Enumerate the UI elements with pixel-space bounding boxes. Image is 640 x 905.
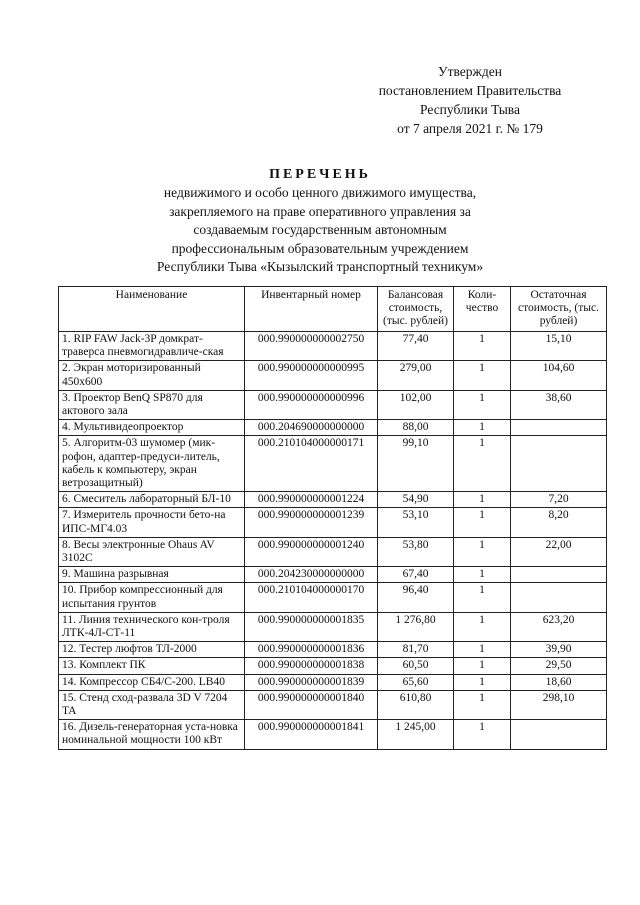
row-name: 2. Экран моторизированный 450х600 bbox=[59, 361, 245, 390]
row-residual: 38,60 bbox=[511, 390, 607, 419]
table-row bbox=[59, 567, 607, 583]
row-name: 5. Алгоритм-03 шумомер (мик-рофон, адаптер-предуси-литель, кабель к компьютеру, экран ветрозащитный) bbox=[59, 436, 245, 492]
table-row bbox=[59, 612, 607, 641]
row-balance: 60,50 bbox=[378, 658, 454, 674]
row-inventory: 000.990000000001839 bbox=[245, 674, 378, 690]
approval-line: Утвержден bbox=[438, 64, 502, 79]
row-residual: 298,10 bbox=[511, 690, 607, 719]
row-name: 16. Дизель-генераторная уста-новка номинальной мощности 100 кВт bbox=[59, 720, 245, 749]
row-qty: 1 bbox=[454, 658, 511, 674]
row-inventory: 000.210104000000171 bbox=[245, 436, 378, 492]
row-residual: 104,60 bbox=[511, 361, 607, 390]
row-inventory: 000.204230000000000 bbox=[245, 567, 378, 583]
row-inventory: 000.990000000001835 bbox=[245, 612, 378, 641]
table-row bbox=[59, 537, 607, 566]
row-name: 11. Линия технического кон-троля ЛТК-4Л-СТ-11 bbox=[59, 612, 245, 641]
table-row bbox=[59, 674, 607, 690]
row-qty: 1 bbox=[454, 390, 511, 419]
row-qty: 1 bbox=[454, 583, 511, 612]
row-name: 10. Прибор компрессионный для испытания грунтов bbox=[59, 583, 245, 612]
row-qty: 1 bbox=[454, 537, 511, 566]
row-qty: 1 bbox=[454, 332, 511, 361]
table-row bbox=[59, 690, 607, 719]
row-inventory: 000.990000000002750 bbox=[245, 332, 378, 361]
row-inventory: 000.990000000001840 bbox=[245, 690, 378, 719]
table-row bbox=[59, 390, 607, 419]
header-qty: Коли-чество bbox=[454, 287, 511, 332]
row-residual bbox=[511, 567, 607, 583]
row-balance: 81,70 bbox=[378, 642, 454, 658]
subtitle-line: закрепляемого на праве оперативного управления за bbox=[169, 203, 471, 219]
row-qty: 1 bbox=[454, 361, 511, 390]
row-name: 13. Комплект ПК bbox=[59, 658, 245, 674]
table-row bbox=[59, 436, 607, 492]
row-residual: 29,50 bbox=[511, 658, 607, 674]
row-qty: 1 bbox=[454, 436, 511, 492]
row-balance: 1 245,00 bbox=[378, 720, 454, 749]
row-name: 3. Проектор BenQ SP870 для актового зала bbox=[59, 390, 245, 419]
row-name: 15. Стенд сход-развала 3D V 7204 TA bbox=[59, 690, 245, 719]
approval-date: от 7 апреля 2021 г. № 179 bbox=[397, 121, 543, 136]
row-residual: 22,00 bbox=[511, 537, 607, 566]
row-inventory: 000.204690000000000 bbox=[245, 420, 378, 436]
approval-block bbox=[350, 62, 590, 138]
table-row bbox=[59, 583, 607, 612]
row-qty: 1 bbox=[454, 690, 511, 719]
row-balance: 96,40 bbox=[378, 583, 454, 612]
table-row bbox=[59, 658, 607, 674]
subtitle-line: создаваемым государственным автономным bbox=[193, 222, 447, 237]
table-row bbox=[59, 492, 607, 508]
document-subtitle bbox=[60, 184, 580, 277]
approval-line: Республики Тыва bbox=[420, 102, 520, 117]
approval-line: постановлением Правительства bbox=[378, 83, 562, 98]
row-qty: 1 bbox=[454, 420, 511, 436]
row-residual: 623,20 bbox=[511, 612, 607, 641]
row-inventory: 000.990000000001240 bbox=[245, 537, 378, 566]
row-inventory: 000.990000000001224 bbox=[245, 492, 378, 508]
row-name: 9. Машина разрывная bbox=[59, 567, 245, 583]
table-row bbox=[59, 720, 607, 749]
row-name: 12. Тестер люфтов ТЛ-2000 bbox=[59, 642, 245, 658]
row-residual: 39,90 bbox=[511, 642, 607, 658]
row-balance: 279,00 bbox=[378, 361, 454, 390]
row-name: 4. Мультивидеопроектор bbox=[59, 420, 245, 436]
row-inventory: 000.990000000000996 bbox=[245, 390, 378, 419]
row-balance: 88,00 bbox=[378, 420, 454, 436]
row-balance: 53,10 bbox=[378, 508, 454, 537]
document-title: ПЕРЕЧЕНЬ bbox=[269, 167, 371, 182]
row-residual: 7,20 bbox=[511, 492, 607, 508]
row-residual bbox=[511, 436, 607, 492]
row-name: 8. Весы электронные Ohaus AV 3102C bbox=[59, 537, 245, 566]
table-row bbox=[59, 508, 607, 537]
row-balance: 67,40 bbox=[378, 567, 454, 583]
table-row bbox=[59, 361, 607, 390]
row-name: 14. Компрессор СБ4/С-200. LB40 bbox=[59, 674, 245, 690]
row-qty: 1 bbox=[454, 492, 511, 508]
table-header-row bbox=[59, 287, 607, 332]
header-inventory: Инвентарный номер bbox=[245, 287, 378, 332]
row-qty: 1 bbox=[454, 674, 511, 690]
row-balance: 102,00 bbox=[378, 390, 454, 419]
table-row bbox=[59, 332, 607, 361]
row-balance: 65,60 bbox=[378, 674, 454, 690]
row-residual: 15,10 bbox=[511, 332, 607, 361]
row-inventory: 000.210104000000170 bbox=[245, 583, 378, 612]
property-table bbox=[58, 286, 607, 750]
row-qty: 1 bbox=[454, 508, 511, 537]
row-residual bbox=[511, 583, 607, 612]
row-balance: 54,90 bbox=[378, 492, 454, 508]
row-balance: 1 276,80 bbox=[378, 612, 454, 641]
row-residual: 8,20 bbox=[511, 508, 607, 537]
table-body bbox=[59, 332, 607, 750]
row-qty: 1 bbox=[454, 567, 511, 583]
row-name: 6. Смеситель лабораторный БЛ-10 bbox=[59, 492, 245, 508]
subtitle-line: недвижимого и особо ценного движимого имущества, bbox=[163, 185, 477, 200]
row-name: 7. Измеритель прочности бето-на ИПС-МГ4.03 bbox=[59, 508, 245, 537]
row-residual bbox=[511, 420, 607, 436]
row-inventory: 000.990000000001838 bbox=[245, 658, 378, 674]
table-row bbox=[59, 642, 607, 658]
header-balance: Балансовая стоимость, (тыс. рублей) bbox=[378, 287, 454, 332]
header-name: Наименование bbox=[59, 287, 245, 332]
row-residual bbox=[511, 720, 607, 749]
row-balance: 99,10 bbox=[378, 436, 454, 492]
header-residual: Остаточная стоимость, (тыс. рублей) bbox=[511, 287, 607, 332]
row-qty: 1 bbox=[454, 642, 511, 658]
subtitle-line: профессиональным образовательным учреждением bbox=[171, 240, 469, 256]
row-inventory: 000.990000000001836 bbox=[245, 642, 378, 658]
row-balance: 77,40 bbox=[378, 332, 454, 361]
row-balance: 53,80 bbox=[378, 537, 454, 566]
row-balance: 610,80 bbox=[378, 690, 454, 719]
table-row bbox=[59, 420, 607, 436]
row-residual: 18,60 bbox=[511, 674, 607, 690]
row-inventory: 000.990000000000995 bbox=[245, 361, 378, 390]
subtitle-line: Республики Тыва «Кызылский транспортный техникум» bbox=[156, 259, 484, 274]
row-name: 1. RIP FAW Jack-3P домкрат-траверса пневмогидравличе-ская bbox=[59, 332, 245, 361]
row-inventory: 000.990000000001239 bbox=[245, 508, 378, 537]
row-qty: 1 bbox=[454, 612, 511, 641]
row-qty: 1 bbox=[454, 720, 511, 749]
row-inventory: 000.990000000001841 bbox=[245, 720, 378, 749]
